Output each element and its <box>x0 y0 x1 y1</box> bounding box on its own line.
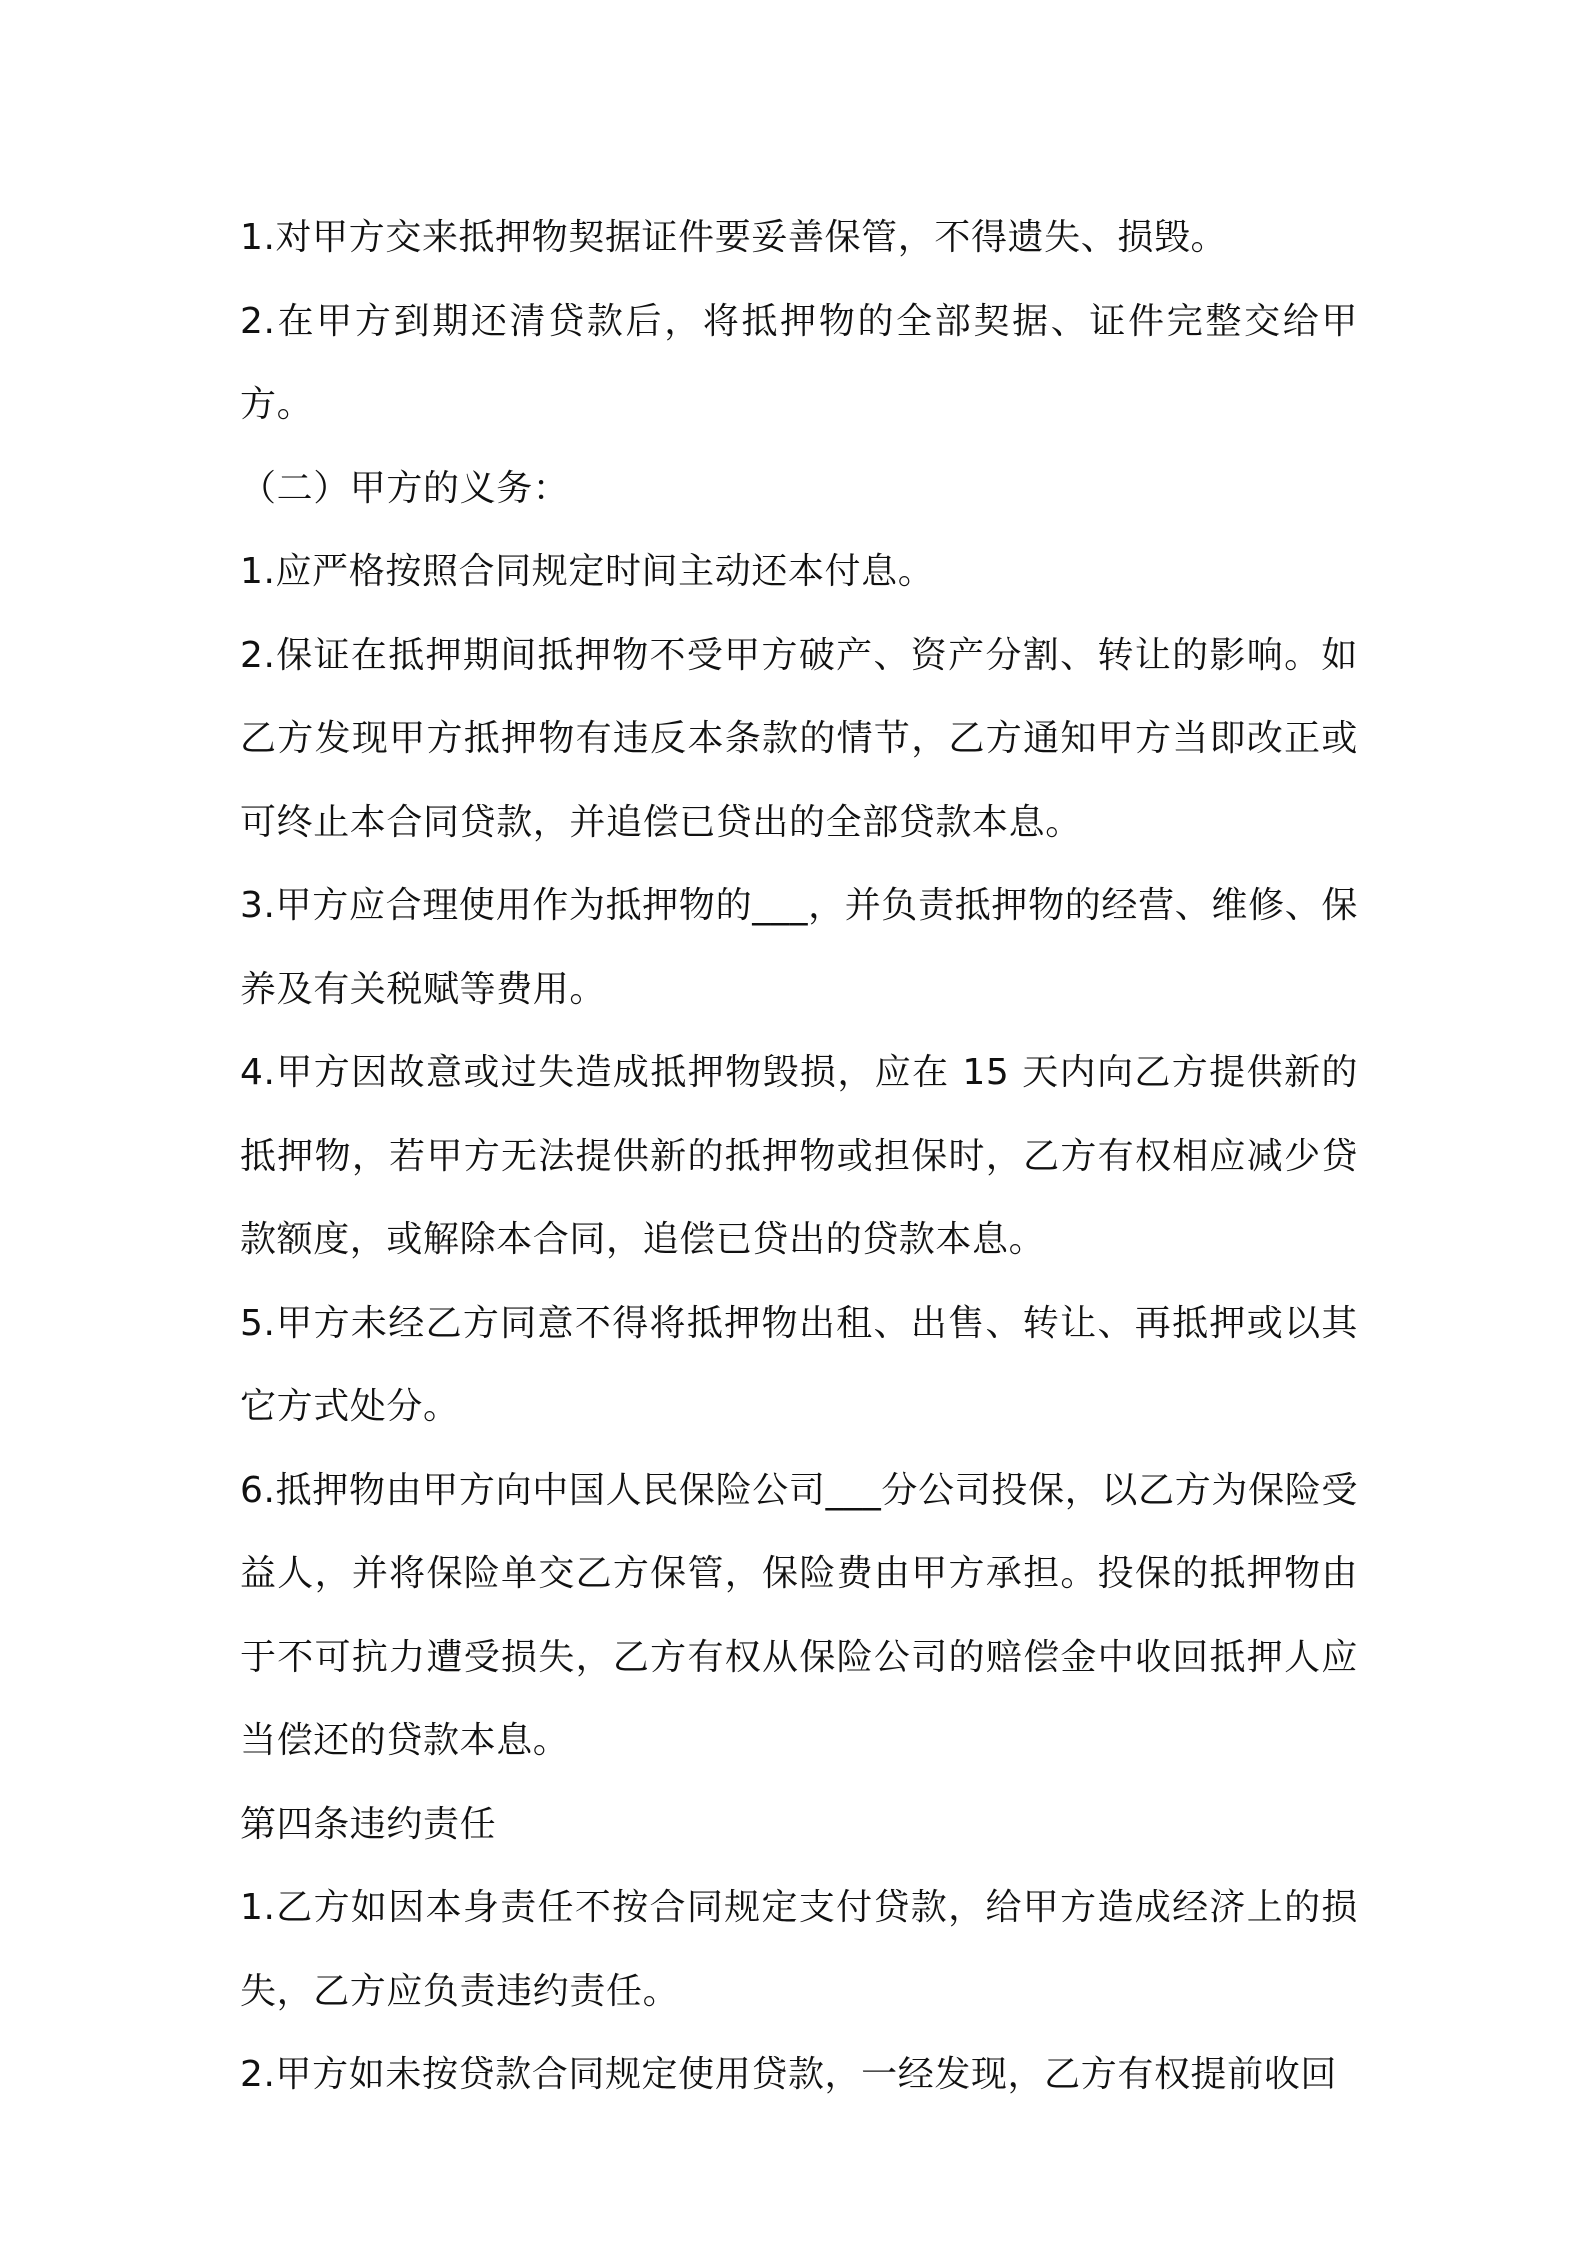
paragraph: 2.在甲方到期还清贷款后，将抵押物的全部契据、证件完整交给甲方。 <box>240 300 1358 425</box>
paragraph: 2.保证在抵押期间抵押物不受甲方破产、资产分割、转让的影响。如乙方发现甲方抵押物有违反本条款的情节，乙方通知甲方当即改正或可终止本合同贷款，并追偿已贷出的全部贷款本息。 <box>240 634 1358 843</box>
document-body <box>240 196 1358 2117</box>
article-heading: 第四条违约责任 <box>240 1803 497 1845</box>
paragraph: 5.甲方未经乙方同意不得将抵押物出租、出售、转让、再抵押或以其它方式处分。 <box>240 1302 1358 1427</box>
paragraph: 1.对甲方交来抵押物契据证件要妥善保管，不得遗失、损毁。 <box>240 217 1228 258</box>
paragraph: 6.抵押物由甲方向中国人民保险公司___分公司投保，以乙方为保险受益人，并将保险单交乙方保管，保险费由甲方承担。投保的抵押物由于不可抗力遭受损失，乙方有权从保险公司的赔偿金中收回抵押人应当偿还的贷款本息。 <box>240 1469 1358 1761</box>
paragraph: 4.甲方因故意或过失造成抵押物毁损，应在 15 天内向乙方提供新的抵押物，若甲方无法提供新的抵押物或担保时，乙方有权相应减少贷款额度，或解除本合同，追偿已贷出的贷款本息。 <box>240 1052 1358 1260</box>
paragraph: 2.甲方如未按贷款合同规定使用贷款，一经发现，乙方有权提前收回 <box>240 2054 1337 2095</box>
section-heading: （二）甲方的义务： <box>240 467 570 509</box>
paragraph: 1.应严格按照合同规定时间主动还本付息。 <box>240 551 935 592</box>
paragraph: 1.乙方如因本身责任不按合同规定支付贷款，给甲方造成经济上的损失，乙方应负责违约责任。 <box>240 1887 1358 2012</box>
paragraph: 3.甲方应合理使用作为抵押物的___，并负责抵押物的经营、维修、保养及有关税赋等费用。 <box>240 885 1358 1010</box>
